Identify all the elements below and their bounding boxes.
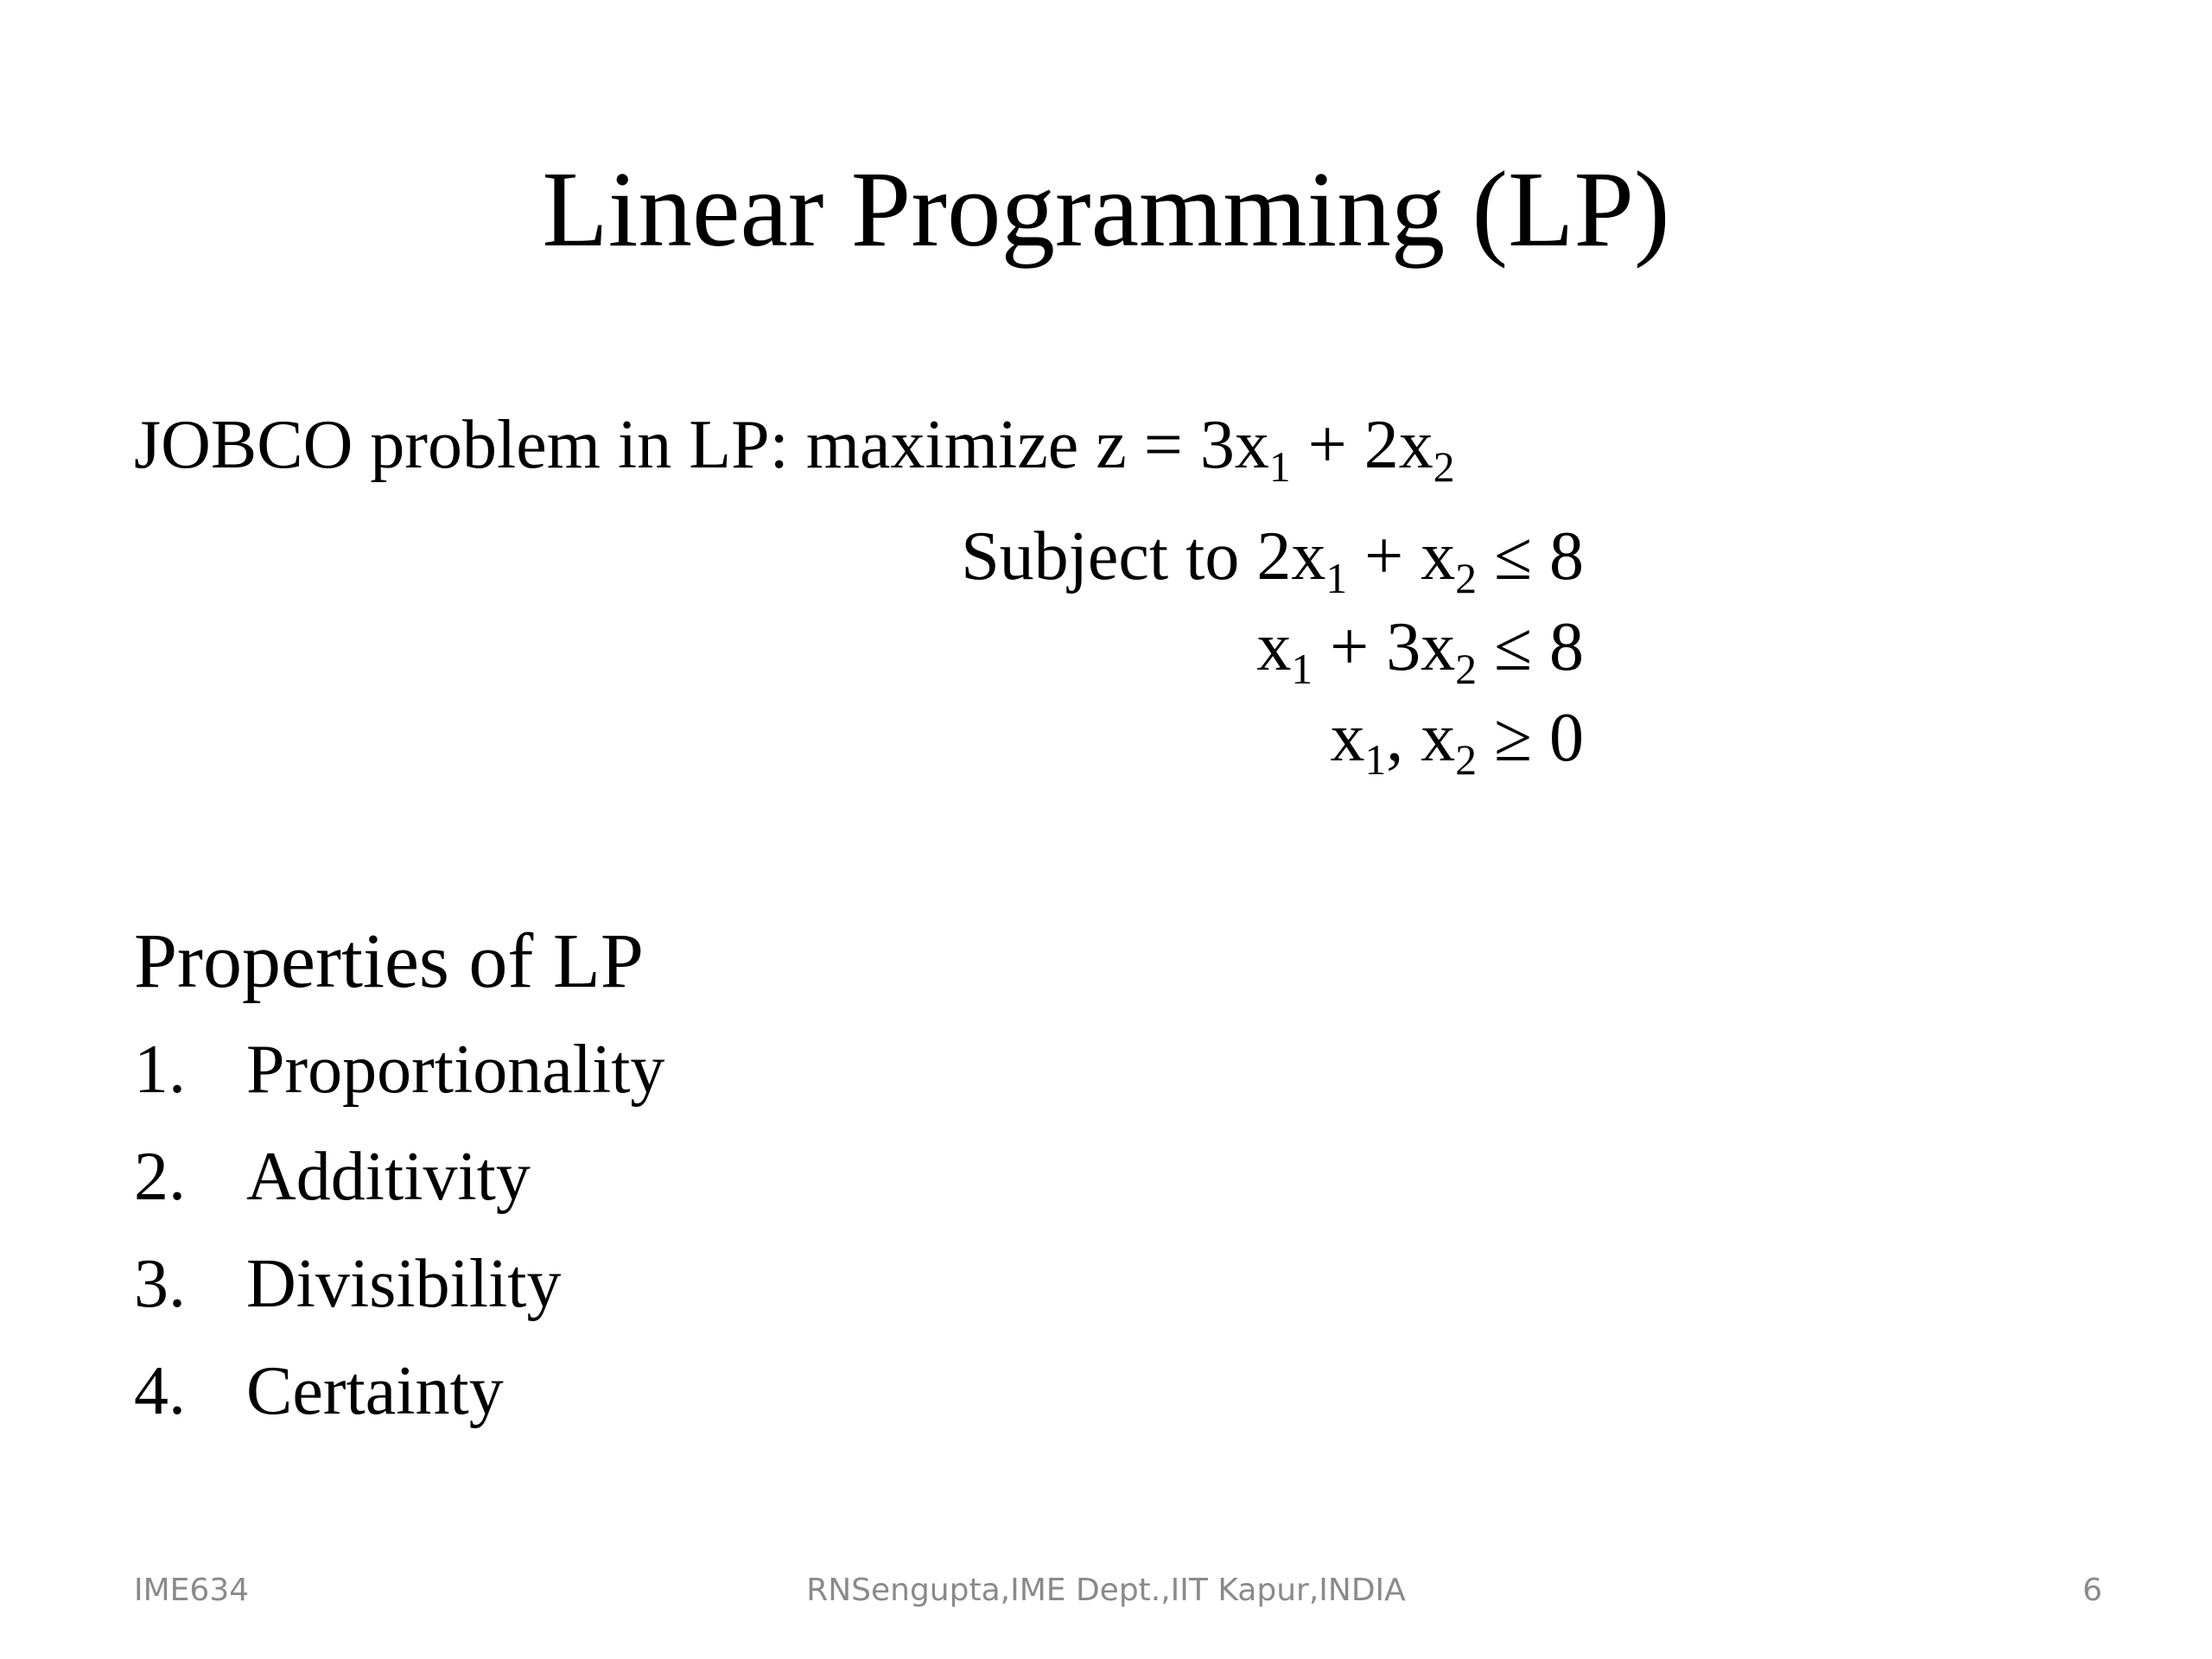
constraint-text: , x bbox=[1386, 700, 1456, 776]
constraint-1 bbox=[961, 513, 1584, 600]
constraint-text: ≤ 8 bbox=[1477, 518, 1584, 594]
list-item bbox=[134, 1348, 664, 1455]
list-number: 4. bbox=[134, 1353, 186, 1429]
subscript: 2 bbox=[1433, 442, 1455, 491]
constraint-text: + x bbox=[1347, 518, 1456, 594]
constraint-3 bbox=[1330, 695, 1585, 784]
list-number: 3. bbox=[134, 1246, 186, 1322]
list-label: Certainty bbox=[246, 1353, 504, 1429]
subscript: 1 bbox=[1364, 735, 1387, 784]
list-item bbox=[134, 1027, 664, 1134]
objective-function bbox=[134, 402, 1455, 491]
properties-heading: Properties of LP bbox=[134, 918, 644, 1004]
subscript: 2 bbox=[1455, 554, 1478, 602]
constraint-text: ≥ 0 bbox=[1477, 700, 1584, 776]
list-label: Proportionality bbox=[246, 1032, 665, 1108]
constraint-text: ≤ 8 bbox=[1477, 609, 1584, 685]
list-item bbox=[134, 1134, 664, 1241]
objective-text: JOBCO problem in LP: maximize z = 3x bbox=[134, 407, 1269, 483]
properties-list bbox=[134, 1027, 664, 1455]
subscript: 2 bbox=[1455, 735, 1478, 784]
objective-text: + 2x bbox=[1290, 407, 1433, 483]
constraint-text: x bbox=[1330, 700, 1365, 776]
footer-author: RNSengupta,IME Dept.,IIT Kapur,INDIA bbox=[806, 1573, 1406, 1608]
subscript: 1 bbox=[1268, 442, 1291, 491]
page-number: 6 bbox=[2082, 1573, 2102, 1608]
list-label: Additivity bbox=[246, 1139, 531, 1215]
footer-course-code: IME634 bbox=[134, 1573, 250, 1608]
subscript: 1 bbox=[1291, 645, 1313, 693]
slide-title: Linear Programming (LP) bbox=[542, 150, 1670, 270]
constraint-text: Subject to 2x bbox=[961, 518, 1326, 594]
subscript: 2 bbox=[1455, 645, 1478, 693]
list-label: Divisibility bbox=[246, 1246, 562, 1322]
constraint-text: x bbox=[1256, 609, 1292, 685]
list-item bbox=[134, 1241, 664, 1348]
subscript: 1 bbox=[1325, 554, 1348, 602]
constraint-text: + 3x bbox=[1313, 609, 1456, 685]
constraint-2 bbox=[1256, 604, 1584, 693]
list-number: 2. bbox=[134, 1139, 186, 1215]
list-number: 1. bbox=[134, 1032, 186, 1108]
